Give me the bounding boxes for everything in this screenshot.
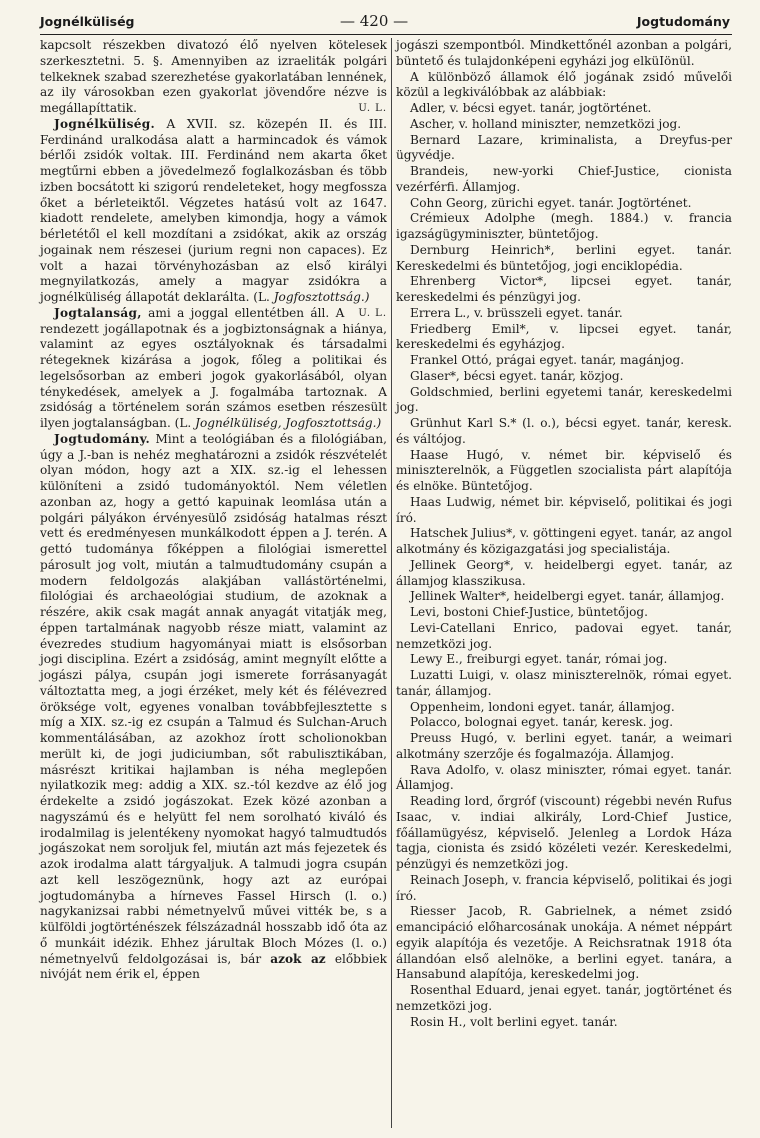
entry-heading: Jogtalanság, bbox=[54, 305, 142, 320]
list-item: Reading lord, őrgróf (viscount) régebbi nevén Rufus Isaac, v. indiai alkirály, Lord-Chief Justice, főállamügyész, képviselő. Jelenleg a Lordok Háza tagja, cionista és zsidó közéleti vezér. Kereskedelmi, pénzügyi és nemzetközi jog. bbox=[396, 794, 732, 871]
header-rule bbox=[40, 34, 732, 35]
list-item: Bernard Lazare, kriminalista, a Dreyfus-per ügyvédje. bbox=[396, 132, 732, 163]
list-item: Haase Hugó, v. német bir. képviselő és miniszterelnök, a Független szocialista párt alapítója és elnöke. Büntetőjog. bbox=[396, 447, 732, 493]
header-left-title: Jognélküliség bbox=[40, 14, 135, 29]
list-item: Oppenheim, londoni egyet. tanár, államjog. bbox=[410, 699, 675, 714]
list-item: Riesser Jacob, R. Gabrielnek, a német zsidó emancipáció előharcosának unokája. A német néppárt egyik alapítója és vezetője. A Reichsratnak 1918 óta állandóan első alelnöke, a berlini egyet. tanára, a Hansabund alapítója, kereskedelmi jog. bbox=[396, 904, 732, 982]
list-item: Goldschmied, berlini egyetemi tanár, kereskedelmi jog. bbox=[396, 384, 732, 415]
list-intro: A különböző államok élő jogának zsidó művelői közül a legkiválóbbak az alábbiak: bbox=[396, 69, 732, 100]
list-item: Errera L., v. brüsszeli egyet. tanár. bbox=[410, 305, 623, 320]
list-item: Jellinek Walter*, heidelbergi egyet. tanár, államjog. bbox=[410, 589, 725, 604]
list-item: Frankel Ottó, prágai egyet. tanár, magánjog. bbox=[410, 353, 685, 367]
paragraph-continuation: jogászi szempontból. Mindkettőnél azonban a polgári, büntető és tulajdonképeni egyházi jog elküIönül. bbox=[396, 38, 732, 68]
list-item: Levi-Catellani Enrico, padovai egyet. tanár, nemzetközi jog. bbox=[396, 620, 732, 651]
cross-reference: Jogfosztottság.) bbox=[273, 290, 370, 304]
list-item: Cohn Georg, zürichi egyet. tanár. Jogtörténet. bbox=[410, 195, 692, 210]
list-item: Ehrenberg Victor*, lipcsei egyet. tanár, kereskedelmi és pénzügyi jog. bbox=[396, 274, 732, 304]
list-item: Ascher, v. holland miniszter, nemzetközi jog. bbox=[410, 116, 682, 131]
list-item: Levi, bostoni Chief-Justice, büntetőjog. bbox=[410, 605, 648, 619]
entry-jogtalansag bbox=[40, 306, 387, 432]
list-item: Friedberg Emil*, v. lipcsei egyet. tanár, kereskedelmi és egyházjog. bbox=[396, 321, 732, 352]
column-divider bbox=[391, 38, 392, 1128]
list-item: Luzatti Luigi, v. olasz miniszterelnök, római egyet. tanár, államjog. bbox=[396, 668, 732, 698]
right-column bbox=[396, 38, 732, 1030]
list-item: Rava Adolfo, v. olasz miniszter, római egyet. tanár. Államjog. bbox=[396, 762, 732, 793]
header-right-title: Jogtudomány bbox=[636, 14, 730, 29]
entry-text: A XVII. sz. közepén II. és III. Ferdinánd uralkodása alatt a harmincadok és vámok bérlői zsidók voltak. III. Ferdinánd nem akarta őket megtűrni ebben a jövedelmező foglalkozásban és több izben bocsátott ki szigorú rendeleteket, hogy megfossza őket a bérleteiktől. Végzetes hatású volt az 1647. kiadott rendelete, amelyben kimondja, hogy a vámok bérletétől el kell mozdítani a zsidókat, akik az ország jogainak nem részesei (jurium regni non capaces). Ez volt a hazai törvényhozásban az első királyi megnyilatkozás, amely a magyar zsidókra a jognélküliség állapotát deklarálta. (L. bbox=[40, 116, 387, 304]
paragraph-text: kapcsolt részekben divatozó élő nyelven kötelesek szerkesztetni. 5. §. Amennyiben az izraeliták polgári telkeknek szabad szerezhetése gyakorlatában lennének, az ily városokban ezen gyakorlat jövendőre nézve is megállapíttatik. bbox=[40, 38, 387, 115]
entry-heading: Jognélküliség. bbox=[54, 116, 156, 131]
left-column bbox=[40, 38, 387, 983]
list-item: Dernburg Heinrich*, berlini egyet. tanár. Kereskedelmi és büntetőjog, jogi enciklopédia. bbox=[396, 242, 732, 273]
list-item: Rosin H., volt berlini egyet. tanár. bbox=[410, 1014, 618, 1029]
page-number: — 420 — bbox=[340, 12, 409, 30]
cross-reference: Jognélküliség, Jogfosztottság.) bbox=[195, 416, 382, 430]
list-item: Jellinek Georg*, v. heidelbergi egyet. tanár, az államjog klasszikusa. bbox=[396, 557, 732, 588]
list-item: Crémieux Adolphe (megh. 1884.) v. francia igazságügyminiszter, büntetőjog. bbox=[396, 211, 732, 241]
list-item: Polacco, bolognai egyet. tanár, keresk. jog. bbox=[410, 715, 674, 730]
running-header bbox=[40, 12, 730, 34]
author-signature: U. L. bbox=[358, 103, 387, 114]
entry-text: ami a joggal ellentétben áll. A rendezett jogállapotnak és a jogbiztonságnak a hiánya, valamint az egyes osztályoknak és társadalmi rétegeknek kizárása a jogok, főleg a politikai és legelsősorban az emberi jogok gyakorlásából, olyan ténykedések, amelyek a J. fogalmába tartoznak. A zsidóság a történelem során számos esetben részesült ilyen jogtalanságban. (L. bbox=[40, 305, 387, 430]
list-item: Grünhut Karl S.* (l. o.), bécsi egyet. tanár, keresk. és váltójog. bbox=[396, 416, 732, 446]
bold-text: azok az bbox=[270, 951, 326, 966]
author-signature: U. L. bbox=[358, 307, 387, 319]
list-item: Reinach Joseph, v. francia képviselő, politikai és jogi író. bbox=[396, 872, 732, 903]
list-item: Haas Ludwig, német bir. képviselő, politikai és jogi író. bbox=[396, 494, 732, 525]
list-item: Glaser*, bécsi egyet. tanár, közjog. bbox=[410, 368, 624, 383]
entry-text: Mint a teológiában és a filológiában, úgy a J.-ban is nehéz meghatározni a zsidók részvételét olyan módon, hogy azt a XIX. sz.-ig el lehessen különíteni a zsidó tudományoktól. Nem véletlen azonban az, hogy a gettó kapuinak leomlása után a polgári pályákon érvényesülő zsidóság hatalmas részt vett és eredményesen munkálkodott éppen a J. terén. A gettó tudománya főképpen a filológiai ismerettel párosult jog volt, miután a talmudtudomány csupán a modern feldolgozás alakjában vallástörténelmi, filológiai és archaeológiai studium, de azoknak a részére, akik csak magát annak anyagát vitatják meg, éppen tartalmának nagyobb része miatt, valamint az évezredes studium hagyományai miatt is elsősorban jogi disciplina. Ezért a zsidóság, amint megnyílt előtte a jogászi pálya, csupán jogi ismerete forrásanyagát változtatta meg, a jogi érzéket, mely két és félévezred öröksége volt, egyenes vonalban továbbfejlesztette s míg a XIX. sz.-ig ez csupán a Talmud és Sulchan-Aruch kommentálásában, az azokhoz írott scholionokban merült ki, de jogi judiciumban, sőt rabulisztikában, másrészt kritikai hajlamban is néha meglepően nyilatkozik meg: addig a XIX. sz.-tól kezdve az élő jog érdekelte a zsidó jogászokat. Ezek közé azonban a nagyszámú és e helyütt fel nem sorolható kiváló és irodalmilag is jelentékeny nyomokat hagyó talmudtudós jogászokat nem soroljuk fel, miután azt más fejezetek és azok irodalma alatt tárgyaljuk. A talmudi jogra csupán azt kell leszögeznünk, hogy azt az európai jogtudományba a hírneves Fassel Hirsch (l. o.) nagykanizsai rabbi németnyelvű művei vitték be, s a külföldi jogtörténészek félszázadnál hosszabb idő óta az ő munkáit idézik. Ehhez járultak Bloch Mózes (l. o.) németnyelvű feldolgozásai is, bár bbox=[40, 431, 387, 966]
entry-jogtudomany bbox=[40, 432, 387, 983]
list-item: Hatschek Julius*, v. göttingeni egyet. tanár, az angol alkotmány és közigazgatási jog specialistája. bbox=[396, 526, 732, 556]
entry-heading: Jogtudomány. bbox=[54, 431, 151, 446]
list-item: Lewy E., freiburgi egyet. tanár, római jog. bbox=[410, 652, 668, 667]
scholar-list bbox=[396, 101, 732, 1030]
paragraph-continuation bbox=[40, 38, 387, 117]
list-item: Brandeis, new-yorki Chief-Justice, cionista vezérférfi. Államjog. bbox=[396, 164, 732, 194]
list-item: Rosenthal Eduard, jenai egyet. tanár, jogtörténet és nemzetközi jog. bbox=[396, 983, 732, 1013]
list-item: Preuss Hugó, v. berlini egyet. tanár, a weimari alkotmány szerzője és fogalmazója. Államjog. bbox=[396, 731, 732, 761]
entry-text-end: előbbiek nivóját nem érik el, éppen bbox=[40, 951, 387, 982]
list-item: Adler, v. bécsi egyet. tanár, jogtörténet. bbox=[410, 101, 652, 115]
